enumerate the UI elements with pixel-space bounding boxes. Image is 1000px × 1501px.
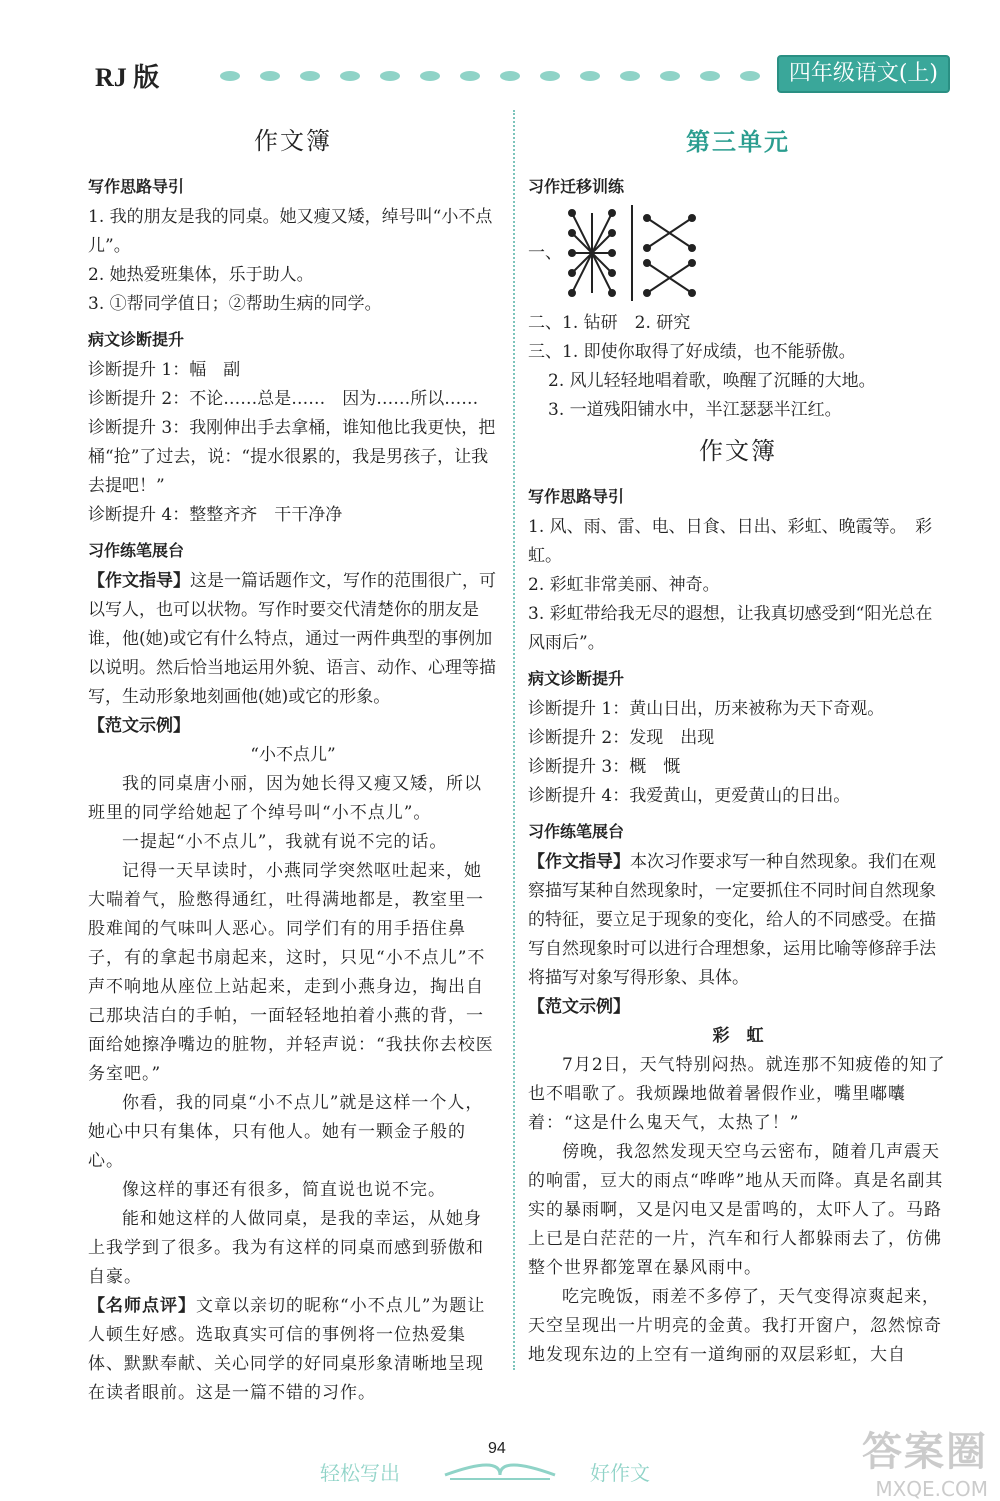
left-title: 作文簿 (254, 127, 332, 155)
essay-paragraph: 傍晚，我忽然发现天空乌云密布，随着几声震天的响雷，豆大的雨点“哗哗”地从天而降。真是名副其实的暴雨啊，又是闪电又是雷鸣的，太吓人了。马路上已是白茫茫的一片，汽车和行人都躲雨去了，仿佛整个世界都笼罩在暴风雨中。 (528, 1142, 944, 1278)
teacher-comment (88, 1292, 498, 1408)
column-divider (513, 110, 515, 1370)
right-title: 作文簿 (699, 437, 777, 465)
essay-paragraph: 吃完晚饭，雨差不多停了，天气变得凉爽起来，天空呈现出一片明亮的金黄。我打开窗户，忽然惊奇地发现东边的上空有一道绚丽的双层彩虹，大自 (528, 1287, 942, 1365)
guide-tag: 【作文指导】 (88, 571, 190, 591)
matching-diagram (562, 203, 712, 303)
diagnosis-line: 诊断提升 2：发现 出现 (528, 728, 715, 748)
diagnosis-line: 诊断提升 3：我刚伸出手去拿桶，谁知他比我更快，把桶“抢”了过去，说：“提水很累的，我是男孩子，让我去提吧！” (88, 418, 496, 496)
right-column (528, 115, 948, 1370)
diagnosis-line: 诊断提升 4：我爱黄山，更爱黄山的日出。 (528, 786, 851, 806)
diagnosis-line: 诊断提升 3：概 慨 (528, 757, 681, 777)
essay-paragraph: 7月2日，天气特别闷热。就连那不知疲倦的知了也不唱歌了。我烦躁地做着暑假作业，嘴里嘟囔着：“这是什么鬼天气，太热了！” (528, 1055, 946, 1133)
left-column (88, 115, 498, 1408)
answer-line: 3. 彩虹带给我无尽的遐想，让我真切感受到“阳光总在风雨后”。 (528, 604, 933, 653)
answer-line: 1. 风、雨、雷、电、日食、日出、彩虹、晚霞等。 彩虹。 (528, 517, 933, 566)
watermark-main: 答案圈 (862, 1429, 988, 1475)
question-number: 一、 (528, 242, 562, 263)
open-book-icon (440, 1455, 560, 1481)
essay-title: 彩 虹 (712, 1026, 764, 1046)
essay-title: “小不点儿” (250, 745, 336, 765)
leaf-border-decoration (215, 67, 835, 85)
comment-text: 文章以亲切的昵称“小不点儿”为题让人顿生好感。选取真实可信的事例将一位热爱集体、默默奉献、关心同学的好同桌形象清晰地呈现在读者眼前。这是一篇不错的习作。 (88, 1296, 486, 1403)
section-heading: 病文诊断提升 (88, 330, 185, 349)
grade-badge: 四年级语文(上) (777, 55, 950, 93)
page-header (95, 55, 950, 95)
answer-line: 2. 彩虹非常美丽、神奇。 (528, 575, 720, 595)
writing-guide (88, 567, 498, 712)
answer-line: 2. 风儿轻轻地唱着歌，唤醒了沉睡的大地。 (548, 371, 876, 391)
watermark (862, 1420, 988, 1501)
guide-text: 这是一篇话题作文，写作的范围很广，可以写人，也可以状物。写作时要交代清楚你的朋友是谁，他(她)或它有什么特点，通过一两件典型的事例加以说明。然后恰当地运用外貌、语言、动作、心理等描写，生动形象地刻画他(她)或它的形象。 (88, 571, 496, 707)
section-heading: 习作练笔展台 (528, 822, 625, 841)
footer-slogan-right: 好作文 (590, 1461, 650, 1485)
section-heading: 写作思路导引 (528, 487, 625, 506)
essay-paragraph: 你看，我的同桌“小不点儿”就是这样一个人，她心中只有集体，只有他人。她有一颗金子般的心。 (88, 1093, 484, 1171)
essay-paragraph: 我的同桌唐小丽，因为她长得又瘦又矮，所以班里的同学给她起了个绰号叫“小不点儿”。 (88, 774, 482, 823)
section-heading: 习作练笔展台 (88, 541, 185, 560)
page-footer (320, 1455, 680, 1485)
section-heading: 习作迁移训练 (528, 177, 625, 196)
guide-text: 本次习作要求写一种自然现象。我们在观察描写某种自然现象时，一定要抓住不同时间自然现象的特征，要立足于现象的变化，给人的不同感受。在描写自然现象时可以进行合理想象，运用比喻等修辞手法将描写对象写得形象、具体。 (528, 852, 936, 988)
answer-line: 二、1. 钻研 2. 研究 (528, 313, 691, 333)
answer-line: 2. 她热爱班集体，乐于助人。 (88, 265, 314, 285)
page-number: 94 (488, 1440, 506, 1457)
guide-tag: 【作文指导】 (528, 852, 630, 872)
diagnosis-line: 诊断提升 1：黄山日出，历来被称为天下奇观。 (528, 699, 885, 719)
unit-title: 第三单元 (686, 127, 790, 156)
example-tag: 【范文示例】 (528, 997, 630, 1017)
footer-slogan-left: 轻松写出 (320, 1461, 400, 1485)
diagnosis-line: 诊断提升 4：整整齐齐 干干净净 (88, 505, 343, 525)
answer-line: 三、1. 即使你取得了好成绩，也不能骄傲。 (528, 342, 856, 362)
example-tag: 【范文示例】 (88, 716, 190, 736)
comment-tag: 【名师点评】 (88, 1296, 196, 1316)
matching-diagram-row (528, 203, 948, 303)
edition-label: RJ 版 (95, 63, 160, 92)
section-heading: 写作思路导引 (88, 177, 185, 196)
essay-paragraph: 像这样的事还有很多，简直说也说不完。 (122, 1180, 446, 1200)
diagnosis-line: 诊断提升 2：不论……总是…… 因为……所以…… (88, 389, 479, 409)
essay-paragraph: 记得一天早读时，小燕同学突然呕吐起来，她大喘着气，脸憋得通红，吐得满地都是，教室里一股难闻的气味叫人恶心。同学们有的用手捂住鼻子，有的拿起书扇起来，这时，只见“小不点儿”不声不响地从座位上站起来，走到小燕身边，掏出自己那块洁白的手帕，一面轻轻地拍着小燕的背，一面给她擦净嘴边的脏物，并轻声说：“我扶你去校医务室吧。” (88, 861, 494, 1084)
diagnosis-line: 诊断提升 1：幅 副 (88, 360, 241, 380)
answer-line: 1. 我的朋友是我的同桌。她又瘦又矮，绰号叫“小不点儿”。 (88, 207, 493, 256)
section-heading: 病文诊断提升 (528, 669, 625, 688)
essay-paragraph: 一提起“小不点儿”，我就有说不完的话。 (122, 832, 448, 852)
answer-line: 3. 一道残阳铺水中，半江瑟瑟半江红。 (548, 400, 842, 420)
answer-line: 3. ①帮同学值日；②帮助生病的同学。 (88, 294, 382, 314)
essay-paragraph: 能和她这样的人做同桌，是我的幸运，从她身上我学到了很多。我为有这样的同桌而感到骄傲和自豪。 (88, 1209, 484, 1287)
watermark-url: MXQE.COM (875, 1477, 988, 1501)
writing-guide (528, 848, 948, 993)
